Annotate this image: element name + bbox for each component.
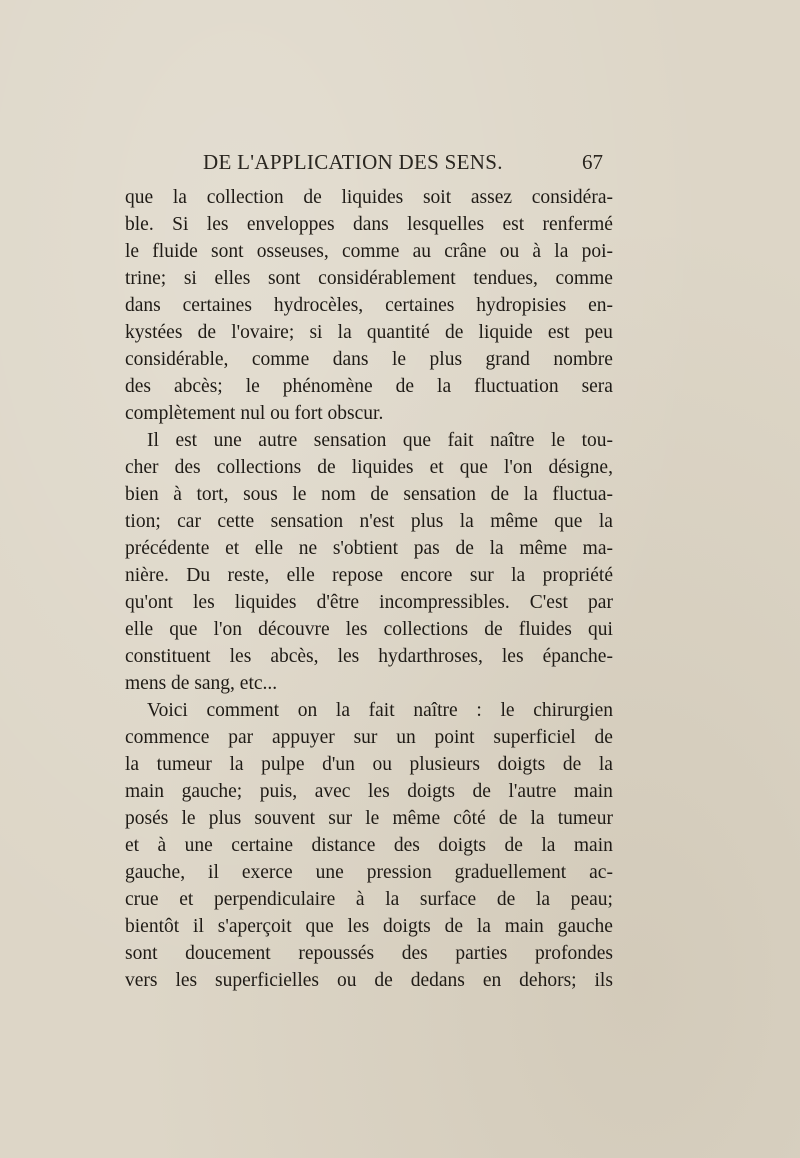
text-line: cher des collections de liquides et que l'on désigne,: [125, 457, 613, 478]
text-line: posés le plus souvent sur le même côté de la tumeur: [125, 808, 613, 829]
text-line: Il est une autre sensation que fait naître le tou-: [147, 430, 613, 451]
text-line: crue et perpendiculaire à la surface de la peau;: [125, 889, 613, 910]
text-line: vers les superficielles ou de dedans en dehors; ils: [125, 970, 613, 991]
text-line: considérable, comme dans le plus grand nombre: [125, 349, 613, 370]
text-line: la tumeur la pulpe d'un ou plusieurs doigts de la: [125, 754, 613, 775]
text-line: mens de sang, etc...: [125, 673, 278, 694]
text-line: kystées de l'ovaire; si la quantité de liquide est peu: [125, 322, 613, 343]
text-line: tion; car cette sensation n'est plus la même que la: [125, 511, 613, 532]
text-line: bien à tort, sous le nom de sensation de la fluctua-: [125, 484, 613, 505]
text-line: dans certaines hydrocèles, certaines hydropisies en-: [125, 295, 613, 316]
text-line: complètement nul ou fort obscur.: [125, 403, 384, 424]
body-text: [125, 184, 613, 994]
text-line: gauche, il exerce une pression graduellement ac-: [125, 862, 613, 883]
text-line: elle que l'on découvre les collections de fluides qui: [125, 619, 613, 640]
text-line: commence par appuyer sur un point superficiel de: [125, 727, 613, 748]
text-line: constituent les abcès, les hydarthroses, les épanche-: [125, 646, 613, 667]
text-line: sont doucement repoussés des parties profondes: [125, 943, 613, 964]
text-line: ble. Si les enveloppes dans lesquelles est renfermé: [125, 214, 613, 235]
text-line: précédente et elle ne s'obtient pas de la même ma-: [125, 538, 613, 559]
text-line: le fluide sont osseuses, comme au crâne ou à la poi-: [125, 241, 613, 262]
page-number: 67: [582, 150, 603, 174]
text-line: Voici comment on la fait naître : le chirurgien: [147, 700, 613, 721]
text-line: nière. Du reste, elle repose encore sur la propriété: [125, 565, 613, 586]
text-line: qu'ont les liquides d'être incompressibles. C'est par: [125, 592, 613, 613]
text-line: trine; si elles sont considérablement tendues, comme: [125, 268, 613, 289]
text-line: des abcès; le phénomène de la fluctuation sera: [125, 376, 613, 397]
text-line: et à une certaine distance des doigts de la main: [125, 835, 613, 856]
text-line: que la collection de liquides soit assez considéra-: [125, 187, 613, 208]
running-head: [203, 150, 603, 180]
running-title: DE L'APPLICATION DES SENS.: [203, 150, 503, 174]
text-line: bientôt il s'aperçoit que les doigts de la main gauche: [125, 916, 613, 937]
text-line: main gauche; puis, avec les doigts de l'autre main: [125, 781, 613, 802]
